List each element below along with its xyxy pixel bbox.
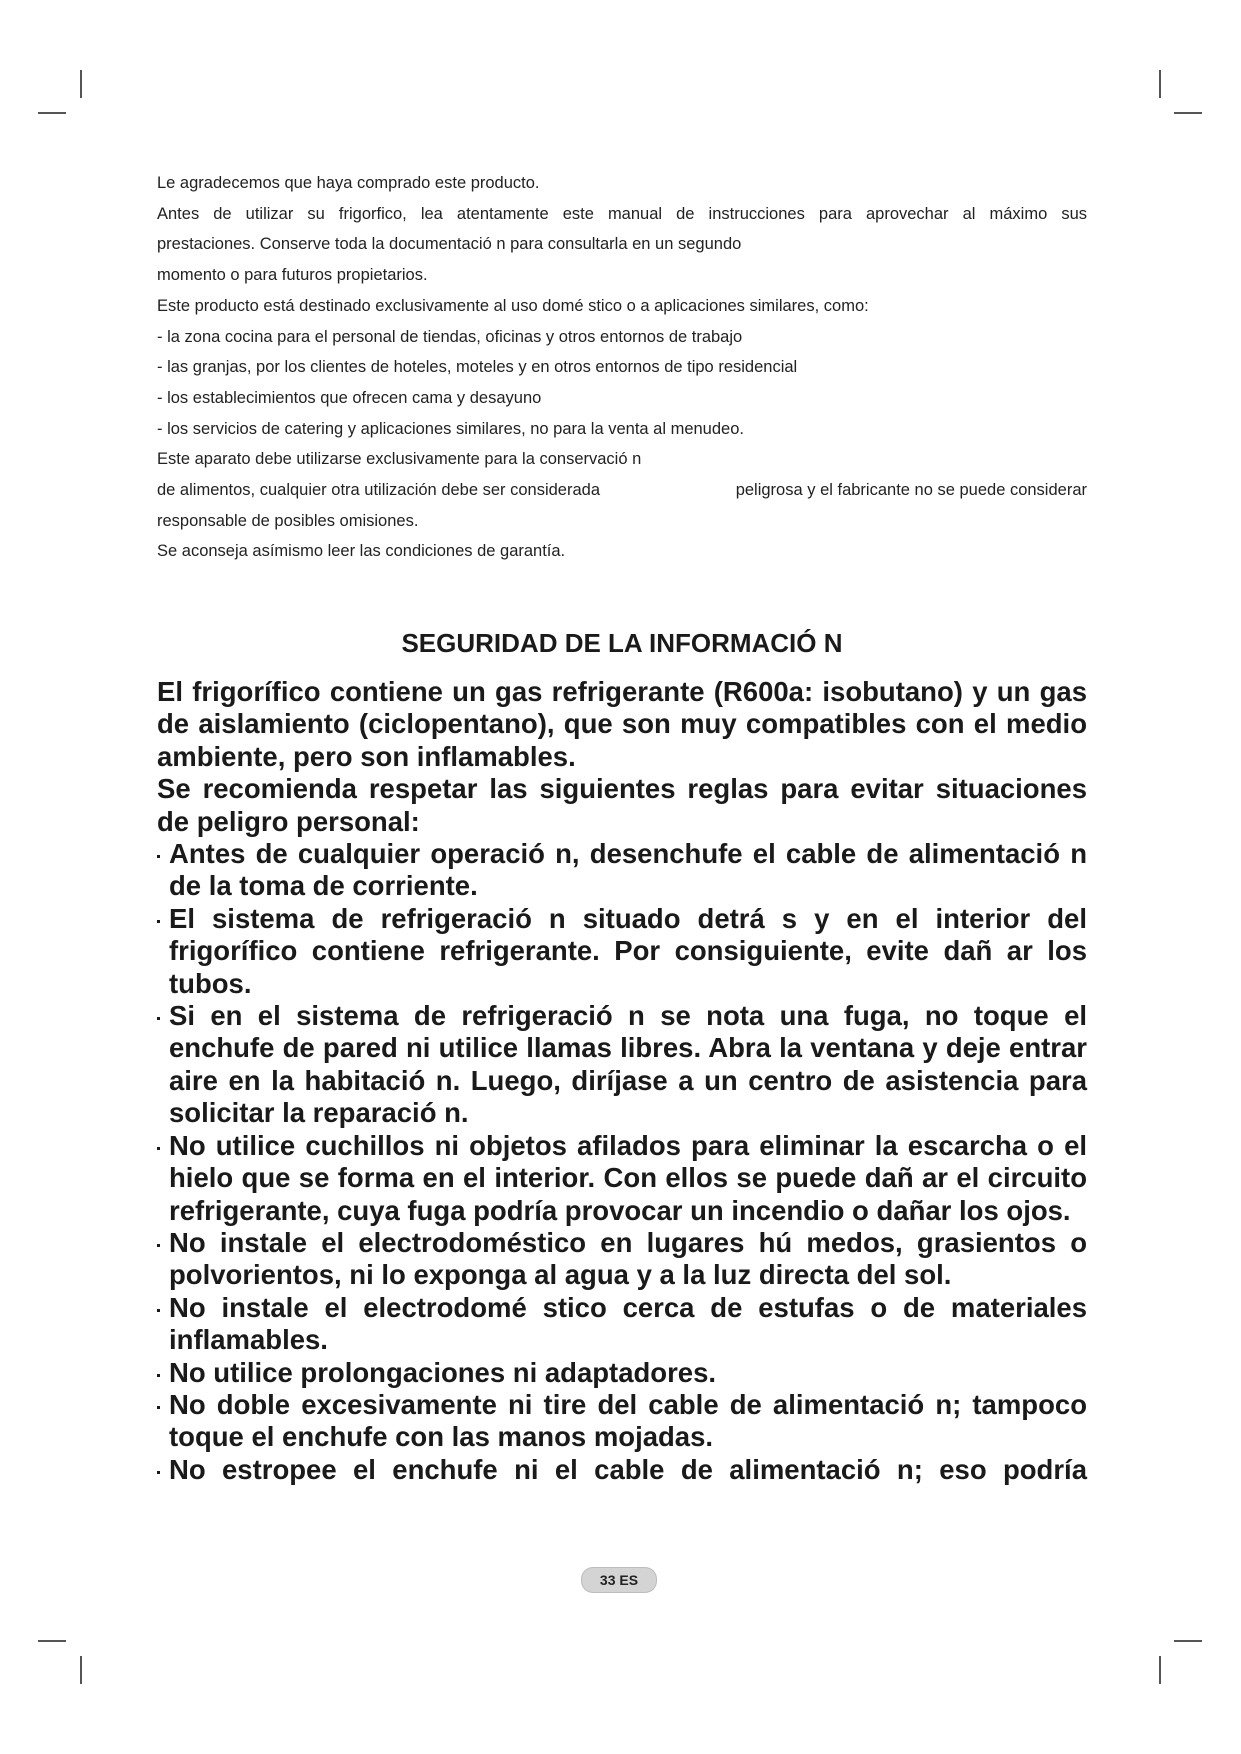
- safety-section: [157, 676, 1087, 1486]
- safety-list-item: No doble excesivamente ni tire del cable de alimentació n; tampoco toque el enchufe con las manos mojadas.: [157, 1389, 1087, 1454]
- safety-list-item: No instale el electrodomé stico cerca de estufas o de materiales inflamables.: [157, 1292, 1087, 1357]
- crop-mark: [80, 70, 82, 98]
- intro-paragraph: Antes de utilizar su frigorfico, lea atentamente este manual de instrucciones para aprovechar al máximo sus: [157, 204, 1087, 223]
- section-title: SEGURIDAD DE LA INFORMACIÓ N: [401, 628, 843, 658]
- intro-list-item: - las granjas, por los clientes de hoteles, moteles y en otros entornos de tipo residencial: [157, 352, 1087, 383]
- intro-paragraph: momento o para futuros propietarios.: [157, 266, 428, 285]
- intro-paragraph: Este producto está destinado exclusivamente al uso domé stico o a aplicaciones similares, como:: [157, 296, 869, 315]
- safety-list-item: No estropee el enchufe ni el cable de alimentació n; eso podría: [157, 1454, 1087, 1486]
- intro-list-item: - la zona cocina para el personal de tiendas, oficinas y otros entornos de trabajo: [157, 322, 1087, 353]
- intro-paragraph: Se aconseja asímismo leer las condiciones de garantía.: [157, 542, 566, 561]
- crop-mark: [38, 112, 66, 114]
- intro-paragraph: responsable de posibles omisiones.: [157, 511, 419, 530]
- crop-mark: [1159, 70, 1161, 98]
- crop-mark: [80, 1656, 82, 1684]
- safety-list-item: Antes de cualquier operació n, desenchufe el cable de alimentació n de la toma de corriente.: [157, 838, 1087, 903]
- safety-list: [157, 838, 1087, 1486]
- safety-list-item: Si en el sistema de refrigeració n se nota una fuga, no toque el enchufe de pared ni utilice llamas libres. Abra la ventana y deje entrar aire en la habitació n. Luego, diríjase a un centro de asistencia para solicitar la reparació n.: [157, 1000, 1087, 1130]
- safety-paragraph: El frigorífico contiene un gas refrigerante (R600a: isobutano) y un gas de aislamiento (ciclopentano), que son muy compatibles con el medio ambiente, pero son inflamables.: [157, 676, 1087, 772]
- safety-list-item: No utilice cuchillos ni objetos afilados para eliminar la escarcha o el hielo que se forma en el interior. Con ellos se puede dañ ar el circuito refrigerante, cuya fuga podría provocar un incendio o dañar los ojos.: [157, 1130, 1087, 1227]
- crop-mark: [1159, 1656, 1161, 1684]
- safety-paragraph: Se recomienda respetar las siguientes reglas para evitar situaciones de peligro personal:: [157, 773, 1087, 837]
- safety-list-item: No instale el electrodoméstico en lugares hú medos, grasientos o polvorientos, ni lo exponga al agua y a la luz directa del sol.: [157, 1227, 1087, 1292]
- crop-mark: [1174, 1640, 1202, 1642]
- intro-paragraph: [157, 475, 1087, 506]
- safety-list-item: El sistema de refrigeració n situado detrá s y en el interior del frigorífico contiene refrigerante. Por consiguiente, evite dañ ar los tubos.: [157, 903, 1087, 1000]
- intro-section: [157, 168, 1087, 567]
- intro-paragraph: prestaciones. Conserve toda la documentació n para consultarla en un segundo: [157, 235, 742, 254]
- page-number-badge: 33 ES: [581, 1567, 657, 1593]
- intro-list-item: - los establecimientos que ofrecen cama y desayuno: [157, 383, 1087, 414]
- intro-paragraph: Le agradecemos que haya comprado este producto.: [157, 174, 540, 192]
- intro-text-part: de alimentos, cualquier otra utilización debe ser considerada: [157, 481, 601, 500]
- intro-paragraph: Este aparato debe utilizarse exclusivamente para la conservació n: [157, 450, 642, 469]
- crop-mark: [38, 1640, 66, 1642]
- intro-text-part: peligrosa y el fabricante no se puede considerar: [735, 481, 1087, 500]
- safety-list-item: No utilice prolongaciones ni adaptadores.: [157, 1357, 1087, 1389]
- crop-mark: [1174, 112, 1202, 114]
- intro-list-item: - los servicios de catering y aplicaciones similares, no para la venta al menudeo.: [157, 414, 1087, 445]
